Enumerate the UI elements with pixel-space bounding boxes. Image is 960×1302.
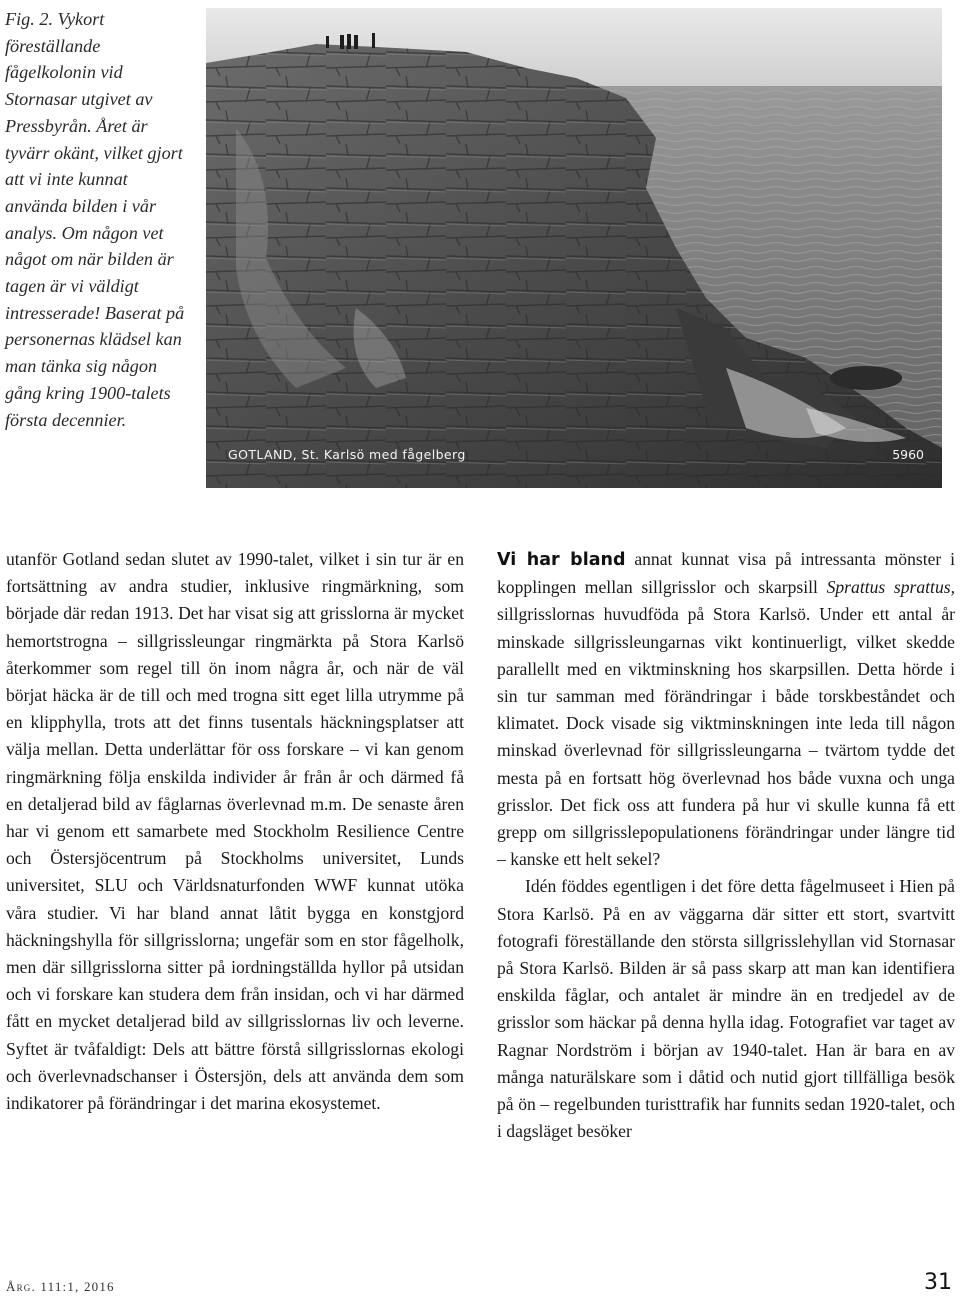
left-text-column xyxy=(6,546,464,1117)
postcard-photo xyxy=(206,8,942,488)
photo-print-number: 5960 xyxy=(892,447,924,462)
paragraph-text: annat kunnat visa på intressanta mönster i kopplingen mellan sillgrisslor och skarpsill xyxy=(497,549,956,598)
figure-caption: Fig. 2. Vykort föreställande fågelkolonin vid Stornasar utgivet av Pressbyrån. Året är tyvärr okänt, vilket gjort att vi inte kunnat använda bilden i vår analys. Om någon vet något om när bilden är tagen är vi väldigt intresserade! Baserat på personernas klädsel kan man tänka sig någon gång kring 1900-talets första decennier. xyxy=(5,9,185,430)
left-paragraph: utanför Gotland sedan slutet av 1990-talet, vilket i sin tur är en fortsättning av andra studier, inklusive ringmärkning, som började där redan 1913. Det har visat sig att grisslorna är mycket hemortstrogna – sillgrissleungar ringmärkta på Stora Karlsö återkommer som regel till ön inom några år, och när de väl börjat häcka är de till och med trogna sitt eget lilla utrymme på en klipphylla, trots att det finns tusentals häckningsplatser att välja mellan. Detta underlättar för oss forskare – vi kan genom ringmärkning följa enskilda individer år från år och därmed få en detaljerad bild av fåglarnas överlevnad m.m. De senaste åren har vi genom ett samarbete med Stockholm Resilience Centre och Östersjöcentrum på Stockholms universitet, Lunds universitet, SLU och Världsnaturfonden WWF kunnat utöka våra studier. Vi har bland annat låtit bygga en konstgjord häckningshylla för sillgrisslorna; ungefär som en stor fågelholk, men där sillgrisslorna sitter på iordningställda hyllor på utsidan och vi forskare kan studera dem från insidan, och vi har därmed fått en mycket detaljerad bild av sillgrisslornas liv och leverne. Syftet är tvåfaldigt: Dels att bättre förstå sillgrisslornas ekologi och överlevnadschanser i Östersjön, dels att använda dem som indikatorer på förändringar i det marina ekosystemet. xyxy=(6,549,464,1114)
right-paragraph-1 xyxy=(497,546,955,873)
paragraph-text: sillgrisslornas huvudföda på Stora Karlsö. Under ett antal år minskade sillgrissleungarnas vikt kontinuerligt, vilket skedde parallellt med en viktminskning hos skarpsillen. Detta hörde i sin tur samman med förändringar i både torskbeståndet och klimatet. Dock visade sig viktminskningen inte leda till någon minskad överlevnad för sillgrissleungarna – tvärtom tydde det mesta på en fortsatt hög överlevnad hos både vuxna och unga grisslor. Det fick oss att fundera på hur vi skulle kunna få ett grepp om sillgrisslepopulationens förändringar under längre tid – kanske ett helt sekel? xyxy=(497,604,955,870)
lead-in-bold: Vi har bland xyxy=(497,550,626,570)
issue-info: Årg. 111:1, 2016 xyxy=(6,1279,115,1294)
right-text-column xyxy=(497,546,955,1145)
cliff-photo-image xyxy=(206,8,942,488)
right-paragraph-2: Idén föddes egentligen i det före detta fågelmuseet i Hien på Stora Karlsö. På en av väggarna där sitter ett stort, svartvitt fotografi föreställande den största sillgrisslehyllan vid Stornasar på Stora Karlsö. Bilden är så pass skarp att man kan identifiera enskilda fåglar, och antalet är mindre än en tredjedel av de grisslor som häckar på denna hylla idag. Fotografiet var taget av Ragnar Nordström i början av 1940-talet. Han är bara en av många naturälskare som i dåtid och nutid gjort tillfälliga besök på ön – regelbunden turisttrafik har funnits sedan 1920-talet, och i dagsläget besöker xyxy=(497,876,955,1142)
page-number: 31 xyxy=(924,1270,952,1295)
photo-print-label: GOTLAND, St. Karlsö med fågelberg xyxy=(228,447,466,462)
scientific-name: Sprattus sprattus, xyxy=(826,577,955,598)
